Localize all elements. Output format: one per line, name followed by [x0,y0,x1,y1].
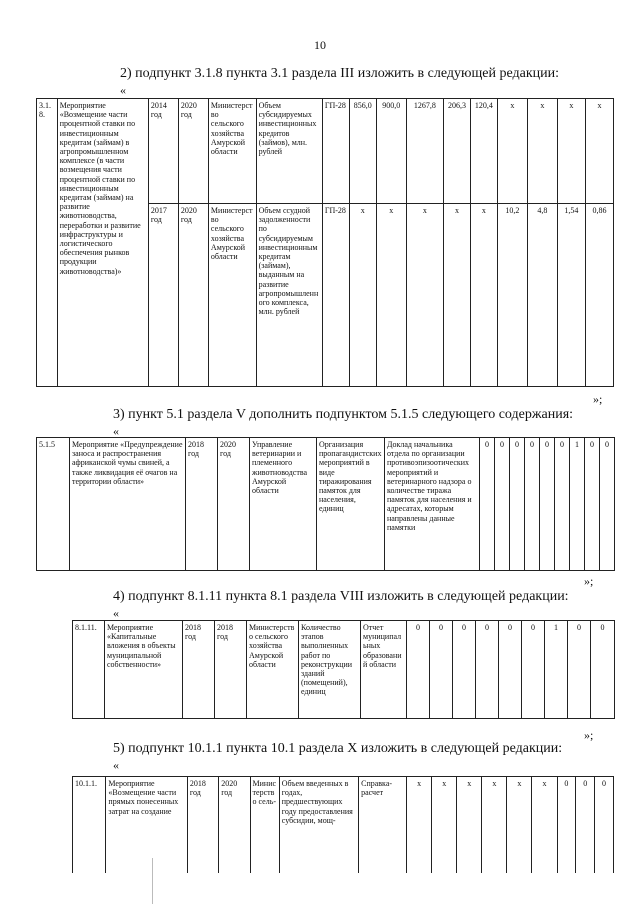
table-3-1-8 [36,98,614,387]
value-cell: х [457,777,482,873]
value-cell: 1,54 [557,204,585,387]
section-2-close-quote: »; [593,392,603,406]
section-3-close-quote: »; [584,574,594,588]
table-10-1-1 [72,776,614,873]
value-cell: 0 [407,621,430,719]
indicator: Организация пропагандистских мероприятий в виде тиражирования памяток для населения, единиц [317,438,385,571]
executor: Министерство сельского хозяйства Амурской области [208,99,256,204]
value-cell: 0 [557,777,576,873]
report-source: Справка-расчет [359,777,407,873]
item-number: 3.1.8. [37,99,58,387]
year-start: 2018 год [187,777,218,873]
value-cell: 0 [555,438,570,571]
value-cell: 120,4 [470,99,497,204]
section-2-open-quote: « [120,83,126,97]
value-cell: х [527,99,557,204]
value-cell: 0 [585,438,600,571]
section-3-open-quote: « [113,424,119,438]
value-cell: 0 [499,621,522,719]
value-cell: 0 [591,621,615,719]
value-cell: 0 [522,621,545,719]
section-2-heading: 2) подпункт 3.1.8 пункта 3.1 раздела III изложить в следующей редакции: [120,66,559,81]
section-4-heading: 4) подпункт 8.1.11 пункта 8.1 раздела VIII изложить в следующей редакции: [113,589,569,604]
value-cell: х [482,777,507,873]
event-name: Мероприятие «Возмещение части прямых понесенных затрат на создание [106,777,187,873]
year-end: 2018 год [215,621,247,719]
value-cell: 0 [510,438,525,571]
executor: Управление ветеринарии и племенного животноводства Амурской области [250,438,317,571]
value-cell: 1 [545,621,568,719]
table-row [37,99,614,204]
value-cell: 1 [570,438,585,571]
year-start: 2014 год [148,99,178,204]
indicator: Количество этапов выполненных работ по реконструкции зданий (помещений), единиц [299,621,361,719]
executor: Министерство сельского хозяйства Амурской области [208,204,256,387]
section-4-open-quote: « [113,606,119,620]
section-4-close-quote: »; [584,728,594,742]
value-cell: 0 [476,621,499,719]
program-code: ГП-28 [322,99,349,204]
value-cell: х [349,204,376,387]
value-cell: х [444,204,471,387]
section-5-open-quote: « [113,758,119,772]
value-cell: 0,86 [585,204,613,387]
value-cell: х [432,777,457,873]
page-number: 10 [314,38,326,52]
year-start: 2018 год [186,438,218,571]
value-cell: х [557,99,585,204]
year-end: 2020 год [178,99,208,204]
value-cell: х [470,204,497,387]
table-row [37,438,615,571]
value-cell: 1267,8 [406,99,443,204]
value-cell: 856,0 [349,99,376,204]
value-cell: 0 [453,621,476,719]
executor: Министерство сель- [250,777,279,873]
year-end: 2020 год [218,438,250,571]
item-number: 10.1.1. [73,777,106,873]
section-3-heading: 3) пункт 5.1 раздела V дополнить подпунктом 5.1.5 следующего содержания: [113,407,574,422]
value-cell: х [376,204,406,387]
value-cell: 0 [480,438,495,571]
value-cell: 10,2 [497,204,527,387]
indicator: Объем субсидируемых инвестиционных кредитов (займов), млн. рублей [256,99,322,204]
section-5-heading: 5) подпункт 10.1.1 пункта 10.1 раздела X изложить в следующей редакции: [113,741,563,756]
value-cell: 4,8 [527,204,557,387]
report-source: Доклад начальника отдела по организации противоэпизоотических мероприятий и ветеринарного надзора о количестве тиража памяток для населения и адресатах, которым направлены данные памятки [385,438,480,571]
report-source: Отчет муниципальных образований области [361,621,407,719]
year-end: 2020 год [178,204,208,387]
table-8-1-11 [72,620,615,719]
indicator: Объем введенных в годах, предшествующих году предоставления субсидии, мощ- [279,777,358,873]
year-end: 2020 год [219,777,250,873]
value-cell: 0 [540,438,555,571]
value-cell: х [585,99,613,204]
year-start: 2018 год [183,621,215,719]
program-code: ГП-28 [322,204,349,387]
event-name: Мероприятие «Предупреждение заноса и распространения африканской чумы свиней, а также ликвидация её очагов на территории области» [70,438,186,571]
table-row [73,621,615,719]
event-name: Мероприятие «Капитальные вложения в объекты муниципальной собственности» [105,621,183,719]
value-cell: х [532,777,557,873]
scan-artifact-line [152,858,153,904]
event-name: Мероприятие «Возмещение части процентной ставки по инвестиционным кредитам (займам) в агропромышленном комплексе (в части возмещения части процентной ставки по инвестиционным кредитам (займам) на развитие животноводства, переработки и развитие инфраструктуры и логистического обеспечения рынков продукции животноводства)» [57,99,148,387]
value-cell: х [497,99,527,204]
value-cell: 0 [595,777,614,873]
value-cell: 0 [600,438,615,571]
value-cell: 0 [576,777,595,873]
year-start: 2017 год [148,204,178,387]
value-cell: х [407,777,432,873]
value-cell: х [507,777,532,873]
table-row [73,777,614,873]
value-cell: 0 [495,438,510,571]
table-5-1-5 [36,437,615,571]
item-number: 8.1.11. [73,621,105,719]
value-cell: х [406,204,443,387]
executor: Министерство сельского хозяйства Амурской области [247,621,299,719]
item-number: 5.1.5 [37,438,70,571]
value-cell: 0 [430,621,453,719]
value-cell: 900,0 [376,99,406,204]
value-cell: 0 [525,438,540,571]
indicator: Объем ссудной задолженности по субсидируемым инвестиционным кредитам (займам), выданным на развитие агропромышленного комплекса, млн. рублей [256,204,322,387]
value-cell: 206,3 [444,99,471,204]
value-cell: 0 [568,621,591,719]
